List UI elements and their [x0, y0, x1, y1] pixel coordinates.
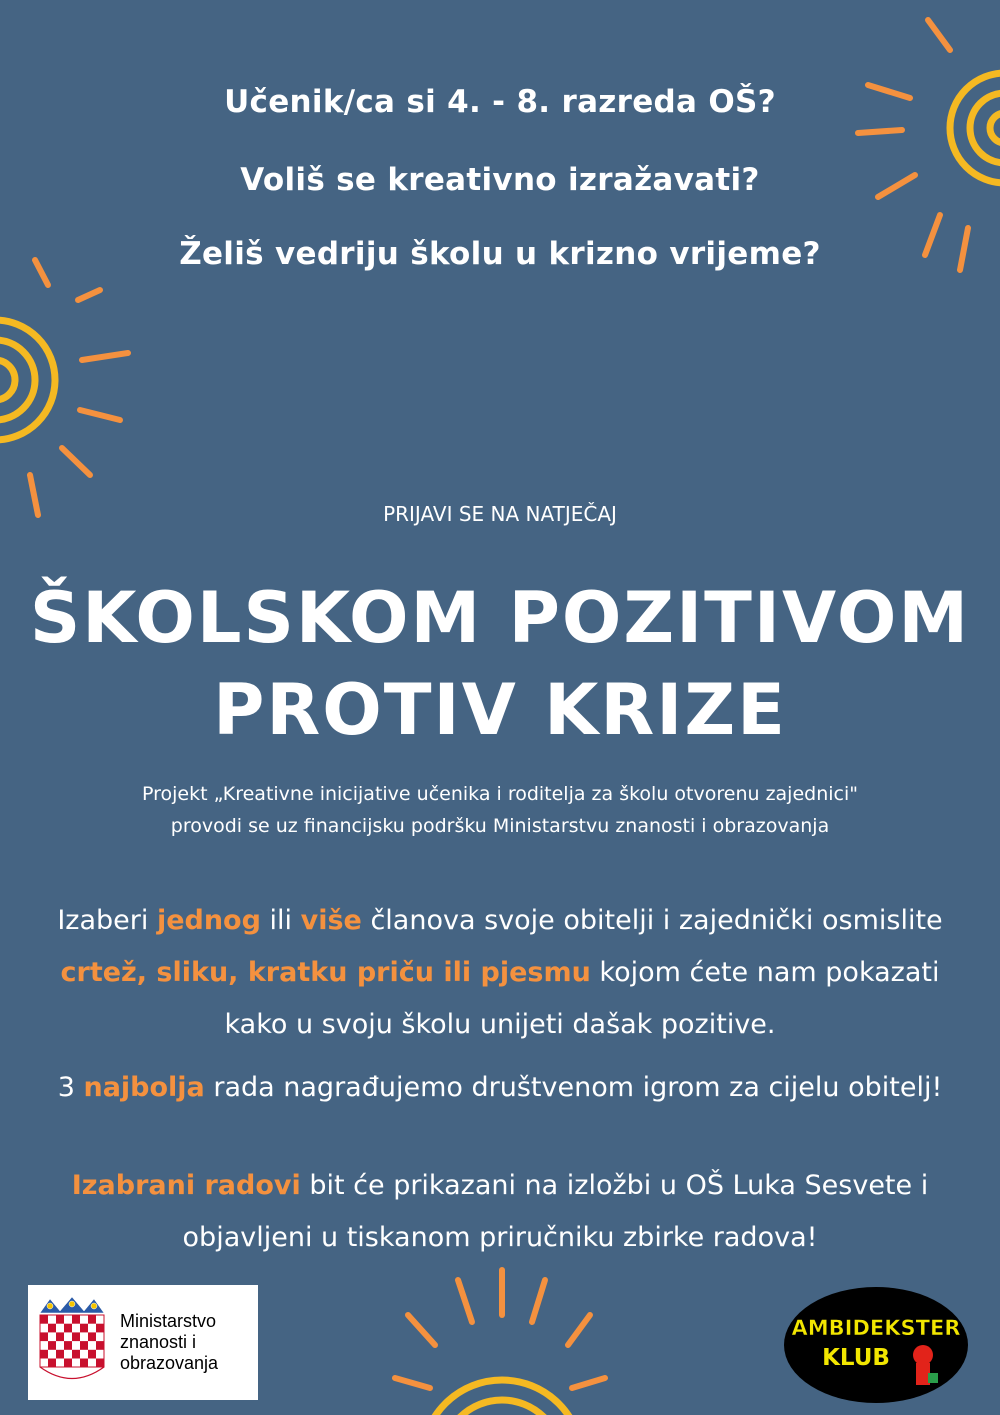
sun-bottom-icon: [390, 1260, 620, 1415]
highlight-jednog: jednog: [156, 905, 261, 936]
highlight-work-types: crtež, sliku, kratku priču ili pjesmu: [60, 957, 591, 988]
highlight-izabrani-radovi: Izabrani radovi: [71, 1170, 301, 1201]
text-segment: članova svoje obitelji i zajednički osmislite: [361, 905, 943, 936]
text-segment: kojom ćete nam pokazati: [590, 957, 940, 988]
text-segment: bit će prikazani na izložbi u OŠ Luka Sesvete i: [300, 1170, 929, 1201]
croatian-coat-of-arms-icon: [36, 1295, 108, 1390]
text-segment: ili: [260, 905, 301, 936]
subtitle: PRIJAVI SE NA NATJEČAJ: [383, 502, 617, 526]
paragraph-3-line-1: [0, 1160, 1000, 1212]
ministry-line-1: Ministarstvo: [120, 1311, 217, 1331]
question-school: Želiš vedriju školu u krizno vrijeme?: [179, 236, 821, 272]
club-line-1: AMBIDEKSTER: [791, 1316, 961, 1340]
highlight-vise: više: [300, 905, 362, 936]
text-segment: rada nagrađujemo društvenom igrom za cijelu obitelj!: [204, 1072, 943, 1103]
paragraph-1-line-1: [0, 895, 1000, 947]
project-line-2: provodi se uz financijsku podršku Ministarstvu znanosti i obrazovanja: [170, 815, 830, 837]
text-segment: 3: [57, 1072, 84, 1103]
paragraph-2: [0, 1062, 1000, 1114]
club-line-2: KLUB: [822, 1345, 890, 1371]
ministry-line-3: obrazovanja: [120, 1353, 219, 1373]
question-grade: Učenik/ca si 4. - 8. razreda OŠ?: [224, 84, 776, 120]
paragraph-1-line-2: [0, 947, 1000, 999]
ambidekster-klub-logo: [778, 1285, 974, 1405]
ministry-logo: [28, 1285, 258, 1400]
ambidekster-klub-icon: [778, 1285, 974, 1405]
sun-left-icon: [0, 250, 140, 530]
ministry-line-2: znanosti i: [120, 1332, 197, 1352]
highlight-najbolja: najbolja: [83, 1072, 205, 1103]
project-line-1: Projekt „Kreativne inicijative učenika i roditelja za školu otvorenu zajednici": [142, 783, 858, 805]
title-line-2: PROTIV KRIZE: [213, 669, 787, 751]
title-line-1: ŠKOLSKOM POZITIVOM: [29, 577, 971, 659]
paragraph-1-line-3: kako u svoju školu unijeti dašak pozitive.: [224, 1009, 776, 1040]
question-creative: Voliš se kreativno izražavati?: [240, 162, 760, 198]
paragraph-3-line-2: objavljeni u tiskanom priručniku zbirke radova!: [182, 1222, 818, 1253]
text-segment: Izaberi: [57, 905, 157, 936]
ministry-name: [120, 1311, 218, 1374]
